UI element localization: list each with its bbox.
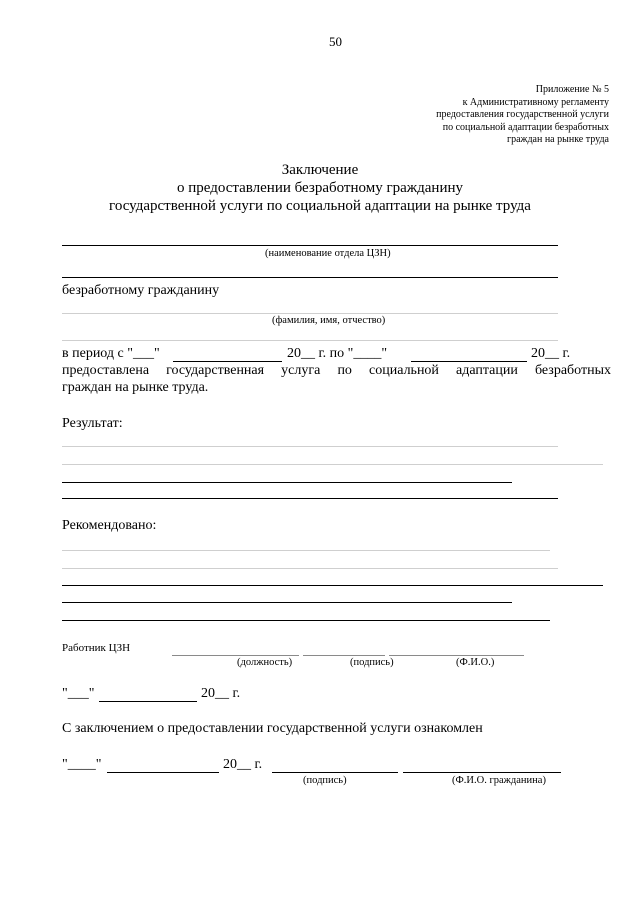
recommended-line[interactable] bbox=[62, 585, 603, 586]
date-day: "___" bbox=[62, 686, 95, 701]
result-line[interactable] bbox=[62, 464, 603, 465]
acknowledgement-text: С заключением о предоставлении государственной услуги ознакомлен bbox=[62, 721, 483, 736]
final-date-day: "____" bbox=[62, 757, 102, 772]
final-citizen-name-caption: (Ф.И.О. гражданина) bbox=[452, 775, 546, 786]
result-line[interactable] bbox=[62, 446, 558, 447]
worker-position-field[interactable] bbox=[172, 655, 299, 656]
recommended-line[interactable] bbox=[62, 568, 558, 569]
appendix-line: к Административному регламенту bbox=[462, 96, 609, 108]
result-line[interactable] bbox=[62, 498, 558, 499]
appendix-note bbox=[436, 84, 609, 147]
final-signature-caption: (подпись) bbox=[303, 775, 347, 786]
period-end-month-field[interactable] bbox=[411, 361, 527, 362]
date-year: 20__ г. bbox=[201, 686, 241, 701]
dept-line-2[interactable] bbox=[62, 277, 558, 278]
period-text-line: предоставлена государственная услуга по социальной адаптации безработных bbox=[62, 363, 611, 378]
position-caption: (должность) bbox=[237, 657, 293, 668]
date-month-field[interactable] bbox=[99, 701, 197, 702]
appendix-line: по социальной адаптации безработных bbox=[442, 121, 609, 133]
period-end-label: 20__ г. по "____" bbox=[287, 346, 388, 361]
period-end-year: 20__ г. bbox=[531, 346, 571, 361]
fio-line[interactable] bbox=[62, 313, 558, 314]
appendix-line: граждан на рынке труда bbox=[507, 134, 609, 146]
name-caption: (Ф.И.О.) bbox=[456, 657, 495, 668]
recommended-label: Рекомендовано: bbox=[62, 518, 157, 533]
appendix-line: предоставления государственной услуги bbox=[436, 109, 609, 121]
document-subtitle: о предоставлении безработному гражданину bbox=[176, 180, 464, 196]
final-citizen-name-field[interactable] bbox=[403, 772, 561, 773]
worker-signature-field[interactable] bbox=[303, 655, 385, 656]
period-text-line: граждан на рынке труда. bbox=[62, 380, 209, 395]
period-start-month-field[interactable] bbox=[173, 361, 282, 362]
dept-caption: (наименование отдела ЦЗН) bbox=[265, 248, 391, 259]
recommended-line[interactable] bbox=[62, 550, 550, 551]
recommended-line[interactable] bbox=[62, 620, 550, 621]
fio-caption: (фамилия, имя, отчество) bbox=[272, 315, 386, 326]
final-date-month-field[interactable] bbox=[107, 772, 219, 773]
period-start-label: в период с "___" bbox=[62, 346, 160, 361]
citizen-label: безработному гражданину bbox=[62, 283, 220, 298]
signature-caption: (подпись) bbox=[350, 657, 394, 668]
worker-name-field[interactable] bbox=[389, 655, 524, 656]
final-signature-field[interactable] bbox=[272, 772, 398, 773]
document-subtitle: государственной услуги по социальной адаптации на рынке труда bbox=[109, 198, 531, 214]
result-label: Результат: bbox=[62, 416, 123, 431]
final-date-year: 20__ г. bbox=[223, 757, 263, 772]
document-title: Заключение bbox=[281, 162, 359, 178]
page-number: 50 bbox=[329, 34, 342, 49]
worker-label: Работник ЦЗН bbox=[62, 642, 131, 654]
result-line[interactable] bbox=[62, 482, 512, 483]
fio-line-2[interactable] bbox=[62, 340, 558, 341]
dept-line[interactable] bbox=[62, 245, 558, 246]
appendix-line: Приложение № 5 bbox=[535, 84, 609, 95]
recommended-line[interactable] bbox=[62, 602, 512, 603]
